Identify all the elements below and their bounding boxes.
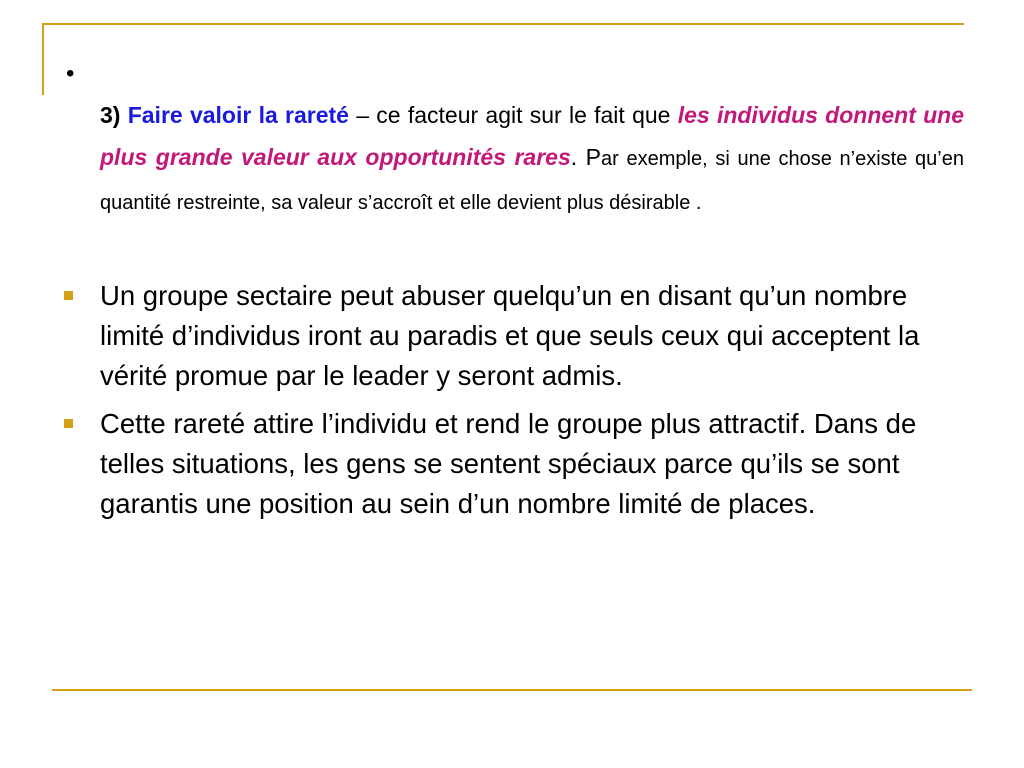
square-bullet-icon bbox=[64, 291, 73, 300]
bullet-text: Un groupe sectaire peut abuser quelqu’un en disant qu’un nombre limité d’individus iront au paradis et que seuls ceux qui acceptent la vérité promue par le leader y seront admis. bbox=[100, 280, 920, 391]
intro-connector: – ce facteur agit sur le fait que bbox=[348, 102, 678, 128]
bullet-list bbox=[62, 276, 962, 532]
list-item bbox=[62, 276, 962, 396]
square-bullet-icon bbox=[64, 419, 73, 428]
emphasis-text: les individus donnent une plus grande valeur aux opportunités rares bbox=[100, 102, 965, 170]
left-border-line bbox=[42, 23, 44, 95]
bullet-text: Cette rareté attire l’individu et rend le groupe plus attractif. Dans de telles situations, les gens se sentent spéciaux parce qu’ils se sont garantis une position au sein d’un nombre limité de places. bbox=[100, 408, 917, 519]
bottom-border-line bbox=[52, 689, 972, 691]
example-text: ar exemple, si une chose n’existe qu’en quantité restreinte, sa valeur s’accroît et elle devient plus désirable . bbox=[100, 148, 964, 214]
top-border-line bbox=[42, 23, 964, 25]
list-item bbox=[62, 404, 962, 524]
emphasis-punctuation: . P bbox=[570, 144, 602, 170]
bullet-dot-marker: • bbox=[66, 60, 75, 87]
intro-paragraph bbox=[100, 94, 964, 224]
point-number: 3) bbox=[100, 102, 121, 128]
principle-term: Faire valoir la rareté bbox=[127, 102, 349, 128]
